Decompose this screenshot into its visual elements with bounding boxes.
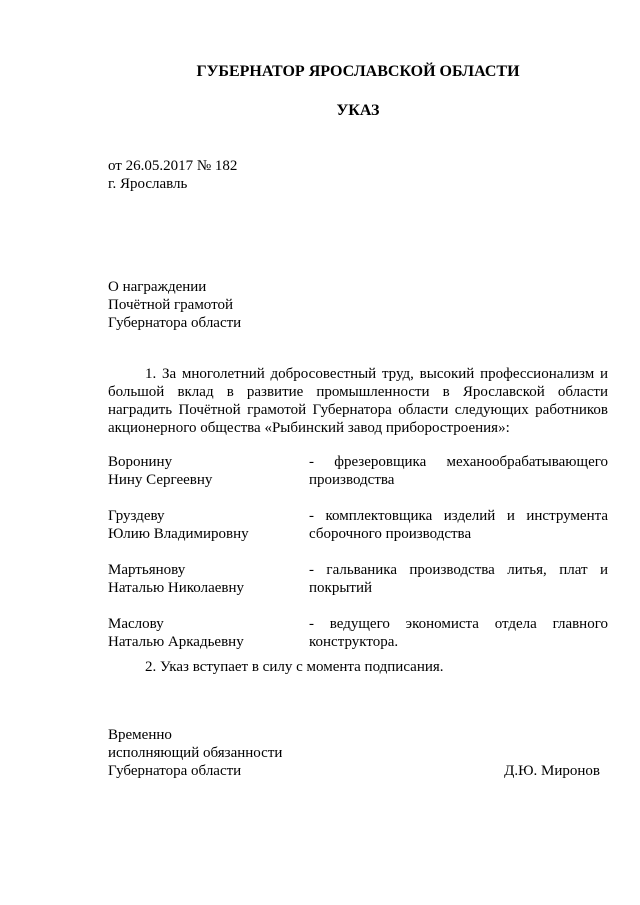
recipient-name (108, 615, 309, 651)
recipient-role: - комплектовщика изделий и инструмента сборочного производства (309, 508, 608, 542)
recipient-role: - ведущего экономиста отдела главного конструктора. (309, 616, 608, 650)
recipient-name (108, 507, 309, 543)
paragraph-1: 1. За многолетний добросовестный труд, высокий профессионализм и большой вклад в развитие промышленности в Ярославской области наградить Почётной грамотой Губернатора области следующих работников акционерного общества «Рыбинский завод приборостроения»: (108, 366, 608, 436)
recipient-given-name: Наталью Николаевну (108, 580, 245, 596)
signature-block (108, 726, 608, 780)
city: г. Ярославль (108, 176, 188, 192)
recipients-list (108, 453, 608, 669)
recipient-row (108, 507, 608, 543)
recipient-name (108, 453, 309, 489)
recipient-row (108, 615, 608, 651)
signature-position-line: исполняющий обязанности (108, 745, 283, 761)
recipient-given-name: Наталью Аркадьевну (108, 634, 244, 650)
recipient-given-name: Нину Сергеевну (108, 472, 213, 488)
paragraph-2: 2. Указ вступает в силу с момента подписания. (145, 659, 444, 675)
signatory-name: Д.Ю. Миронов (504, 763, 600, 779)
recipient-name (108, 561, 309, 597)
recipient-surname: Мартьянову (108, 562, 186, 578)
recipient-row (108, 561, 608, 597)
signature-position-line: Временно (108, 727, 172, 743)
recipient-given-name: Юлию Владимировну (108, 526, 249, 542)
date-number: от 26.05.2017 № 182 (108, 158, 238, 174)
recipient-row (108, 453, 608, 489)
subject-line: Губернатора области (108, 315, 242, 331)
document-subject (108, 278, 241, 332)
recipient-surname: Воронину (108, 454, 173, 470)
document-title: ГУБЕРНАТОР ЯРОСЛАВСКОЙ ОБЛАСТИ (196, 63, 520, 80)
signature-position-line: Губернатора области (108, 763, 242, 779)
subject-line: О награждении (108, 279, 207, 295)
subject-line: Почётной грамотой (108, 297, 233, 313)
recipient-role: - фрезеровщика механообрабатывающего производства (309, 454, 608, 488)
document-meta (108, 157, 237, 193)
signature-last-row (108, 762, 600, 780)
recipient-surname: Груздеву (108, 508, 165, 524)
recipient-surname: Маслову (108, 616, 164, 632)
recipient-role: - гальваника производства литья, плат и покрытий (309, 562, 608, 596)
document-type: УКАЗ (336, 102, 380, 119)
